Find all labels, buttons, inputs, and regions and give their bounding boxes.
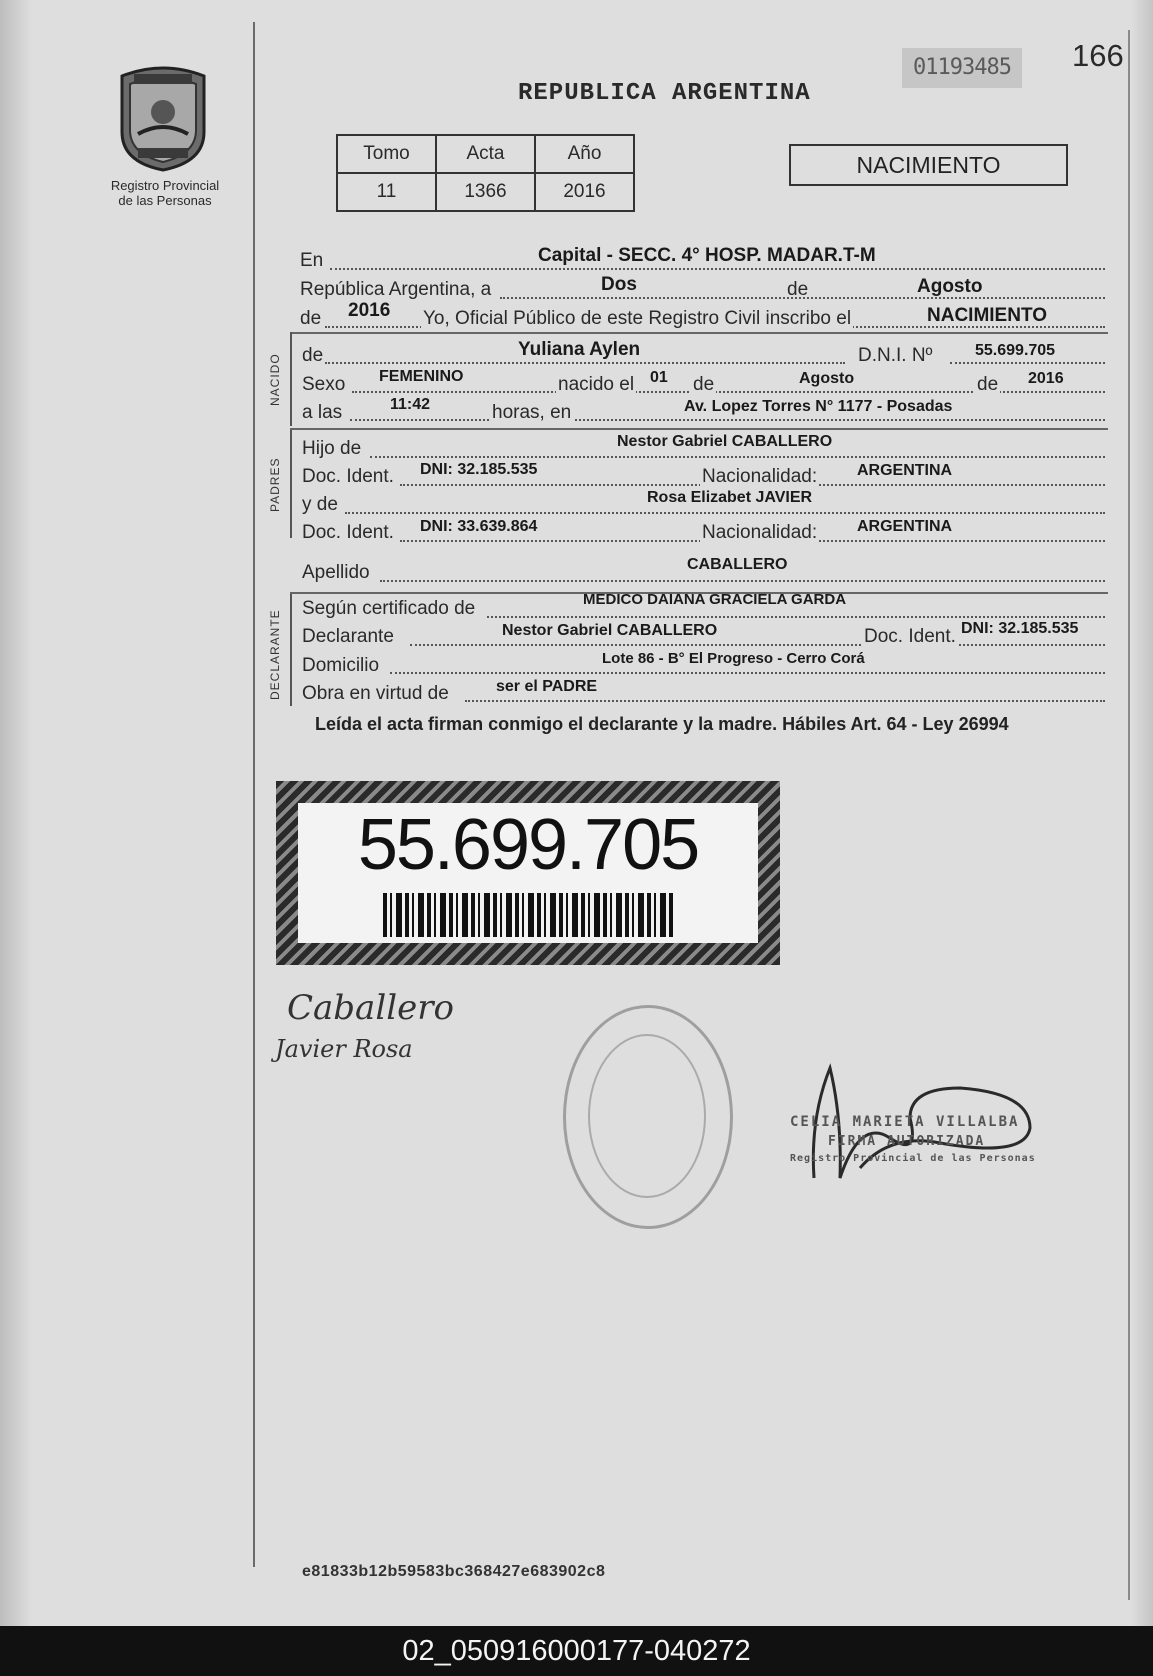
official-name: CELIA MARIETA VILLALBA — [790, 1114, 1020, 1130]
doc-ident-label: Doc. Ident. — [302, 466, 394, 487]
dotted-rule — [370, 456, 1105, 458]
dotted-rule — [345, 512, 1105, 514]
de-label: de — [300, 308, 322, 329]
document-hash: e81833b12b59583bc368427e683902c8 — [302, 1563, 606, 1580]
dotted-rule — [487, 616, 1105, 618]
nacionalidad-label: Nacionalidad: — [702, 522, 818, 543]
father-doc-value: DNI: 32.185.535 — [420, 461, 538, 478]
nacido-el-label: nacido el — [558, 374, 635, 395]
right-margin-rule — [1128, 30, 1130, 1600]
birth-place-value: Av. Lopez Torres N° 1177 - Posadas — [684, 398, 953, 415]
act-type-box: NACIMIENTO — [789, 144, 1068, 186]
col-header-tomo: Tomo — [337, 135, 436, 173]
scan-id-bar: 02_050916000177-040272 — [0, 1626, 1153, 1676]
father-name-value: Nestor Gabriel CABALLERO — [617, 433, 833, 450]
doc-ident-label: Doc. Ident. — [864, 626, 956, 647]
acta-value: 1366 — [436, 173, 535, 211]
nacionalidad-label: Nacionalidad: — [702, 466, 818, 487]
dni-sticker-number: 55.699.705 — [357, 805, 699, 885]
logo-caption-line2: de las Personas — [118, 193, 212, 208]
y-de-label: y de — [302, 494, 338, 515]
padres-section-label: PADRES — [268, 457, 282, 512]
declarante-doc-value: DNI: 32.185.535 — [961, 620, 1079, 637]
margin-rule — [253, 22, 255, 1567]
closing-statement: Leída el acta firman conmigo el declarante y la madre. Hábiles Art. 64 - Ley 26994 — [315, 714, 1009, 734]
signature-javier-rosa: Javier Rosa — [275, 1035, 413, 1063]
official-round-stamp — [563, 1005, 733, 1229]
logo-caption-line1: Registro Provincial — [110, 178, 220, 193]
dotted-rule — [380, 580, 1105, 582]
birth-day-value: 01 — [650, 369, 668, 386]
de-label: de — [977, 374, 999, 395]
dotted-rule — [350, 419, 1105, 421]
segun-certificado-label: Según certificado de — [302, 598, 476, 619]
dotted-rule — [465, 700, 1105, 702]
tomo-value: 11 — [337, 173, 436, 211]
obra-value: ser el PADRE — [496, 678, 598, 695]
de-label: de — [693, 374, 715, 395]
father-nationality-value: ARGENTINA — [857, 462, 953, 479]
col-header-ano: Año — [535, 135, 634, 173]
domicilio-value: Lote 86 - B° El Progreso - Cerro Corá — [602, 650, 865, 667]
apellido-label: Apellido — [302, 562, 370, 583]
sexo-value: FEMENINO — [379, 368, 464, 385]
register-table-value-row — [337, 173, 634, 211]
section-bracket — [290, 594, 292, 706]
place-value: Capital - SECC. 4° HOSP. MADAR.T-M — [538, 245, 876, 266]
mother-doc-value: DNI: 33.639.864 — [420, 518, 538, 535]
dni-label: D.N.I. Nº — [858, 345, 933, 366]
declarante-section-label: DECLARANTE — [268, 609, 282, 700]
child-dni-value: 55.699.705 — [975, 342, 1056, 359]
de-label: de — [787, 279, 809, 300]
en-label: En — [300, 250, 324, 271]
serial-number-stamp: 01193485 — [902, 48, 1022, 88]
birth-month-value: Agosto — [799, 370, 855, 387]
a-las-label: a las — [302, 402, 343, 423]
de-label: de — [302, 345, 324, 366]
col-header-acta: Acta — [436, 135, 535, 173]
declarante-value: Nestor Gabriel CABALLERO — [502, 622, 718, 639]
obra-label: Obra en virtud de — [302, 683, 449, 704]
dni-sticker — [276, 781, 780, 965]
misiones-seal-logo — [112, 62, 214, 172]
officer-text: Yo, Oficial Público de este Registro Civil inscribo el — [423, 308, 852, 329]
child-name-value: Yuliana Aylen — [518, 339, 641, 360]
register-table — [336, 134, 635, 212]
birth-year-value: 2016 — [1028, 370, 1064, 387]
dotted-rule — [390, 672, 1105, 674]
ano-value: 2016 — [535, 173, 634, 211]
hijo-de-label: Hijo de — [302, 438, 362, 459]
declarante-label: Declarante — [302, 626, 394, 647]
section-bracket — [290, 430, 292, 538]
doc-ident-label: Doc. Ident. — [302, 522, 394, 543]
official-role: FIRMA AUTORIZADA — [828, 1134, 986, 1149]
stamp-inner-ring — [588, 1034, 706, 1198]
mother-nationality-value: ARGENTINA — [857, 518, 953, 535]
register-table-header-row — [337, 135, 634, 173]
apellido-value: CABALLERO — [687, 556, 788, 573]
domicilio-label: Domicilio — [302, 655, 380, 676]
official-org: Registro Provincial de las Personas — [790, 1153, 1036, 1164]
year-value: 2016 — [348, 300, 391, 321]
page-number: 166 — [1072, 38, 1124, 73]
sexo-label: Sexo — [302, 374, 346, 395]
dni-sticker-label — [298, 803, 758, 943]
barcode — [383, 893, 673, 937]
certificate-value: MEDICO DAIANA GRACIELA GARDA — [583, 591, 847, 608]
month-value: Agosto — [917, 276, 983, 297]
dotted-rule — [325, 362, 845, 364]
nacido-section-label: NACIDO — [268, 353, 282, 406]
republic-label: República Argentina, a — [300, 279, 492, 300]
birth-time-value: 11:42 — [390, 396, 431, 413]
document-title: REPUBLICA ARGENTINA — [518, 80, 811, 107]
section-divider — [290, 428, 1108, 430]
dotted-rule — [410, 644, 1105, 646]
section-bracket — [290, 332, 292, 426]
registro-provincial-caption — [90, 178, 240, 208]
horas-label: horas, en — [492, 402, 572, 423]
dotted-rule — [330, 268, 1105, 270]
mother-name-value: Rosa Elizabet JAVIER — [647, 489, 813, 506]
signature-caballero: Caballero — [287, 988, 454, 1028]
section-divider — [290, 332, 1108, 334]
event-value: NACIMIENTO — [927, 305, 1047, 326]
day-value: Dos — [601, 274, 637, 295]
dotted-rule — [950, 362, 1105, 364]
